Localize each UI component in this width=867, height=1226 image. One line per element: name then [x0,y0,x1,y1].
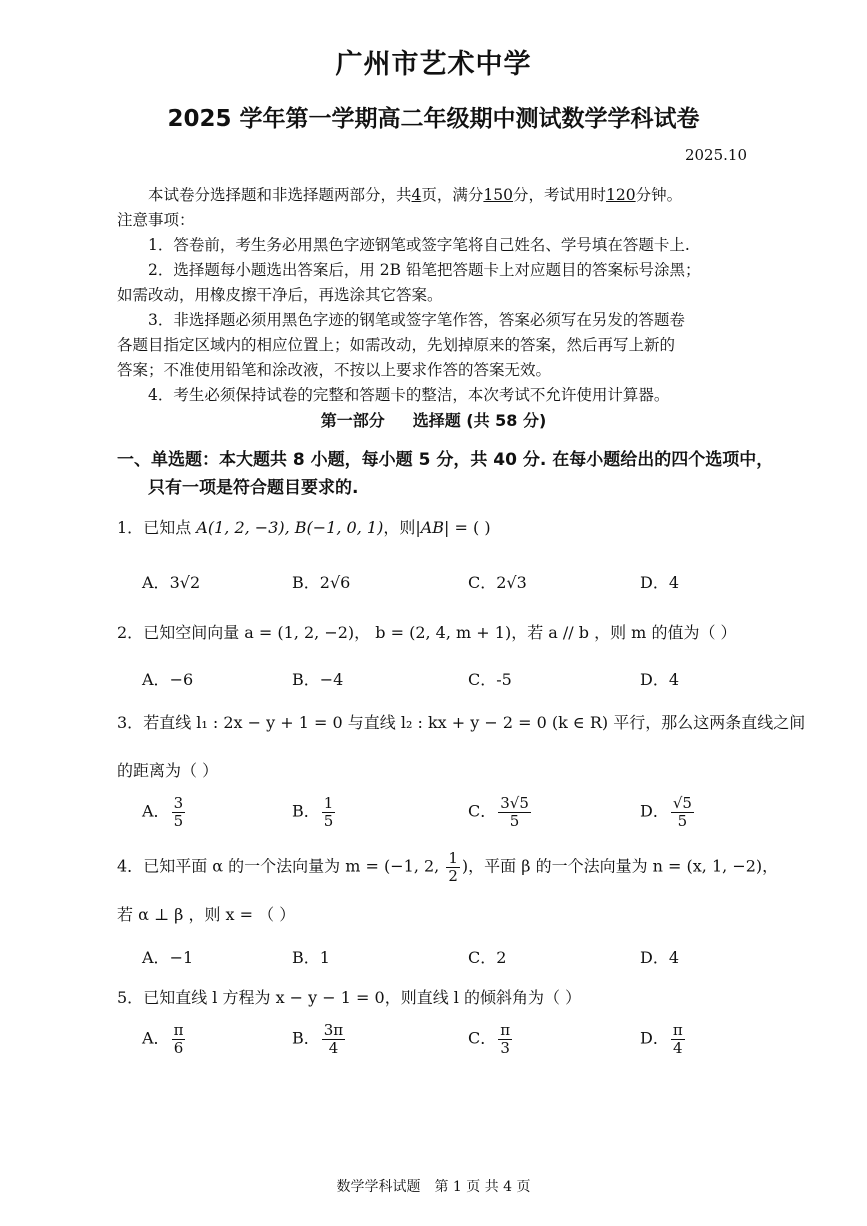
intro-line: 本试卷分选择题和非选择题两部分，共4页，满分150分，考试用时120分钟。 [148,186,683,204]
q2-option-a: A．−6 [142,670,194,689]
question-3-line-2: 的距离为（ ） [117,761,219,780]
notice-item-4: 4．考生必须保持试卷的完整和答题卡的整洁，本次考试不允许使用计算器。 [148,386,670,404]
q2-option-d: D．4 [640,670,680,689]
q4-option-a: A．−1 [142,948,194,967]
notice-item-3-line-3: 答案；不准使用铅笔和涂改液，不按以上要求作答的答案无效。 [117,361,552,379]
q3-option-a: A． $\frac{3}{5}$ [142,794,184,830]
notice-heading: 注意事项： [117,211,195,229]
q4-option-c: C．2 [468,948,507,967]
q3-option-c: C． $\frac{3√5}{5}$ [468,794,529,830]
exam-minutes: 120 [606,186,636,204]
single-choice-heading-1: 一、单选题：本大题共 8 小题，每小题 5 分，共 40 分. 在每小题给出的四个选项中， [117,450,774,470]
vector-ab-magnitude: |AB| [415,518,450,537]
q2-option-b: B．−4 [292,670,344,689]
q2-option-c: C．-5 [468,670,512,689]
page-footer: 数学学科试题 第 1 页 共 4 页 [336,1179,531,1195]
q1-option-d: D．4 [640,573,680,592]
q1-option-a: A．3√2 [142,573,201,592]
notice-item-3-line-1: 3．非选择题必须用黑色字迹的钢笔或签字笔作答，答案必须写在另发的答题卷 [148,311,685,329]
q3-option-d: D． $\frac{√5}{5}$ [640,794,692,830]
notice-item-2-line-2: 如需改动，用橡皮擦干净后，再选涂其它答案。 [117,286,443,304]
exam-title: 2025 学年第一学期高二年级期中测试数学学科试卷 [167,106,700,132]
exam-date: 2025.10 [684,146,747,164]
q5-option-a: A． $\frac{\pi}{6}$ [142,1021,184,1057]
question-1: 1．已知点 A(1, 2, −3), B(−1, 0, 1)，则|AB| = ( ) [117,518,491,537]
q4-option-d: D．4 [640,948,680,967]
single-choice-heading-2: 只有一项是符合题目要求的. [148,478,359,498]
question-4-line-1: 4．已知平面 α 的一个法向量为 m = (−1, 2, $\frac{1}{2}$ )，平面 β 的一个法向量为 n = (x, 1, −2)， [117,849,779,885]
q5-option-b: B． $\frac{3\pi}{4}$ [292,1021,344,1057]
school-name: 广州市艺术中学 [335,49,532,80]
question-5: 5．已知直线 l 方程为 x − y − 1 = 0，则直线 l 的倾斜角为（ ） [117,988,582,1007]
q1-option-b: B．2√6 [292,573,351,592]
q4-option-b: B．1 [292,948,330,967]
question-2: 2．已知空间向量 a = (1, 2, −2)， b = (2, 4, m + 1)，若 a // b ，则 m 的值为（ ） [117,623,737,642]
full-score: 150 [483,186,513,204]
question-3-line-1: 3．若直线 l₁ : 2x − y + 1 = 0 与直线 l₂ : kx + y − 2 = 0 (k ∈ R) 平行，那么这两条直线之间 [117,713,806,732]
notice-item-2-line-1: 2．选择题每小题选出答案后，用 2B 铅笔把答题卡上对应题目的答案标号涂黑； [148,261,701,279]
section-heading: 第一部分 选择题 (共 58 分) [320,411,547,430]
q1-option-c: C．2√3 [468,573,527,592]
page-count: 4 [411,186,422,204]
notice-item-3-line-2: 各题目指定区域内的相应位置上；如需改动，先划掉原来的答案，然后再写上新的 [117,336,676,354]
q3-option-b: B． $\frac{1}{5}$ [292,794,334,830]
q5-option-c: C． $\frac{\pi}{3}$ [468,1021,511,1057]
q5-option-d: D． $\frac{\pi}{4}$ [640,1021,683,1057]
question-4-line-2: 若 α ⊥ β ，则 x = （ ） [117,905,296,924]
notice-item-1: 1．答卷前，考生务必用黑色字迹钢笔或签字笔将自己姓名、学号填在答题卡上. [148,236,690,254]
